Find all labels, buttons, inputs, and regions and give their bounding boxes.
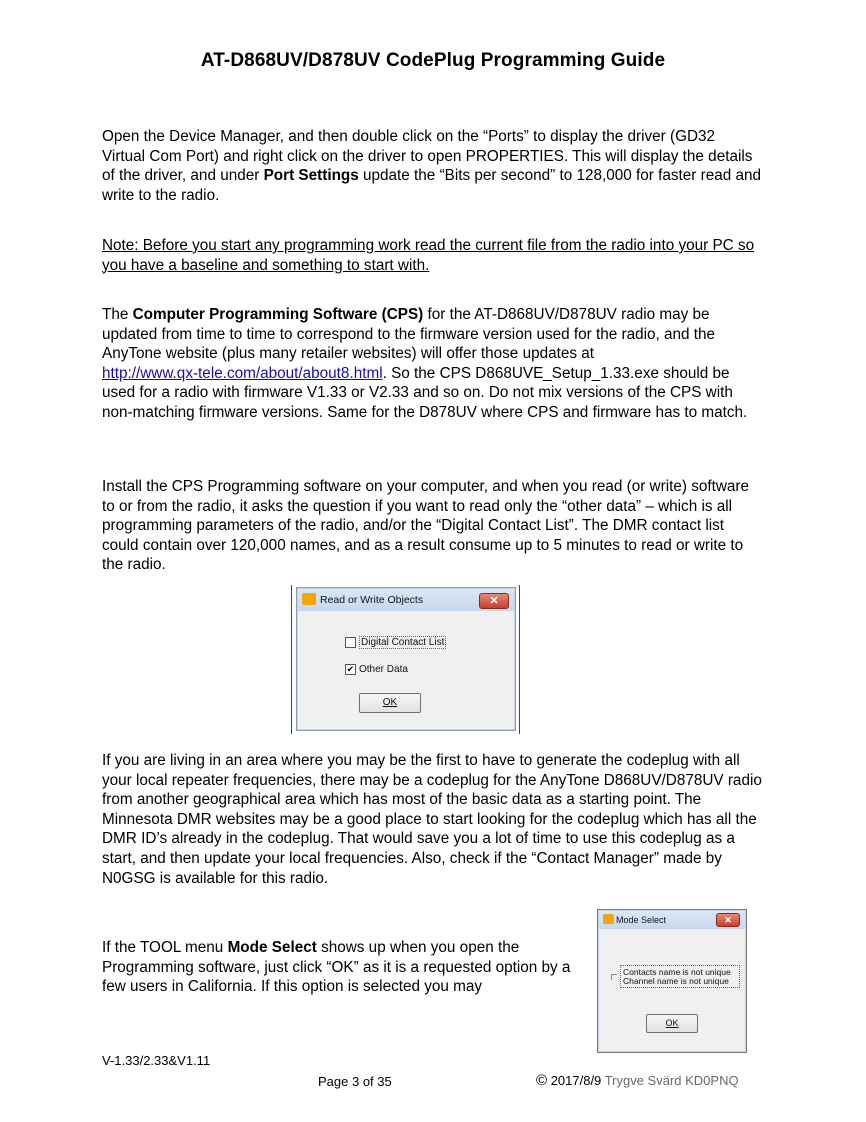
digital-contact-list-checkbox[interactable]	[345, 637, 356, 648]
p5-bold-mode-select: Mode Select	[227, 939, 317, 956]
mode-select-title: Mode Select	[616, 915, 667, 925]
footer-author: Trygve Svärd KD0PNQ	[604, 1073, 739, 1088]
channel-name-option: Channel name is not unique	[623, 976, 729, 986]
anytone-website-link[interactable]: http://www.qx-tele.com/about/about8.html	[102, 364, 383, 382]
other-data-checkbox[interactable]: ✔	[346, 664, 355, 674]
close-icon[interactable]: ✕	[479, 593, 509, 609]
footer-date: 2017/8/9	[550, 1073, 602, 1088]
read-write-titlebar	[298, 589, 514, 611]
p1-bold-port-settings: Port Settings	[263, 167, 359, 185]
document-title: AT-D868UV/D878UV CodePlug Programming Guide	[200, 50, 666, 71]
paragraph-cps	[102, 305, 762, 423]
p1-text-1: Open the Device Manager, and then double click on the “Ports” to display the driver (GD32 Virtual Com Port) and right click on the driver to open PROPERTIES. This will display the details of the driver, and under	[102, 128, 753, 185]
app-icon	[603, 914, 614, 924]
ok-label: OK	[382, 697, 398, 708]
paragraph-mode-select	[102, 938, 592, 997]
ok-button[interactable]	[646, 1014, 698, 1033]
mode-option-bracket	[611, 974, 617, 980]
contacts-name-option: Contacts name is not unique	[623, 967, 731, 977]
p2-bold-cps: Computer Programming Software (CPS)	[132, 306, 424, 323]
paragraph-codeplug: If you are living in an area where you may be the first to have to generate the codeplug with all your local repeater frequencies, there may be a codeplug for the AnyTone D868UV/D878UV radio from another geographical area which has most of the basic data as a starting point. The Minnesota DMR websites may be a good place to start looking for the codeplug which has all the DMR ID’s already in the codeplug. That would save you a lot of time to use this codeplug as a start, and then update your local frequencies. Also, check if the “Contact Manager” made by N0GSG is available for this radio.	[102, 752, 762, 887]
read-write-title: Read or Write Objects	[320, 594, 424, 606]
read-write-dialog-screenshot	[291, 585, 518, 734]
copyright-line	[536, 1072, 739, 1089]
page-number: Page 3 of 35	[318, 1074, 392, 1089]
copyright-symbol: ©	[536, 1072, 548, 1089]
p2-text-1: The	[102, 306, 133, 323]
p5-text-2: shows up when you open the Programming software, just click “OK” as it is a requested option by a few users in California. If this option is selected you may	[102, 939, 571, 996]
p1-text-2: update the “Bits per second” to 128,000 for faster read and write to the radio.	[102, 167, 761, 204]
p2-text-3: . So the CPS D868UVE_Setup_1.33.exe should be used for a radio with firmware V1.33 or V2.33 and so on. Do not mix versions of the CPS with non-matching firmware versions. Same for the D878UV where CPS and firmware has to match.	[102, 364, 748, 421]
mode-options-group[interactable]	[620, 965, 740, 988]
app-icon	[302, 593, 316, 605]
paragraph-install-cps: Install the CPS Programming software on your computer, and when you read (or write) software to or from the radio, it asks the question if you want to read only the “other data” – which is all programming parameters of the radio, and/or the “Digital Contact List”. The DMR contact list could contain over 120,000 names, and as a result consume up to 5 minutes to read or write to the radio.	[102, 478, 750, 574]
ok-button[interactable]	[359, 693, 421, 713]
mode-select-titlebar	[599, 911, 745, 929]
other-data-label: Other Data	[359, 664, 408, 675]
digital-contact-list-label: Digital Contact List	[361, 637, 445, 648]
p2-text-2: for the AT-D868UV/D878UV radio may be updated from time to time to correspond to the firmware version used for the radio, and the AnyTone website (plus many retailer websites) will offer those updates at	[102, 306, 716, 363]
close-icon[interactable]: ✕	[716, 913, 740, 927]
version-label: V-1.33/2.33&V1.11	[102, 1053, 211, 1068]
note-baseline: Note: Before you start any programming work read the current file from the radio into your PC so you have a baseline and something to start with.	[102, 237, 755, 274]
read-write-window	[296, 587, 516, 731]
p5-text-1: If the TOOL menu	[102, 939, 228, 956]
mode-select-window	[597, 909, 747, 1053]
ok-label: OK	[665, 1018, 679, 1028]
paragraph-device-manager	[102, 127, 762, 205]
